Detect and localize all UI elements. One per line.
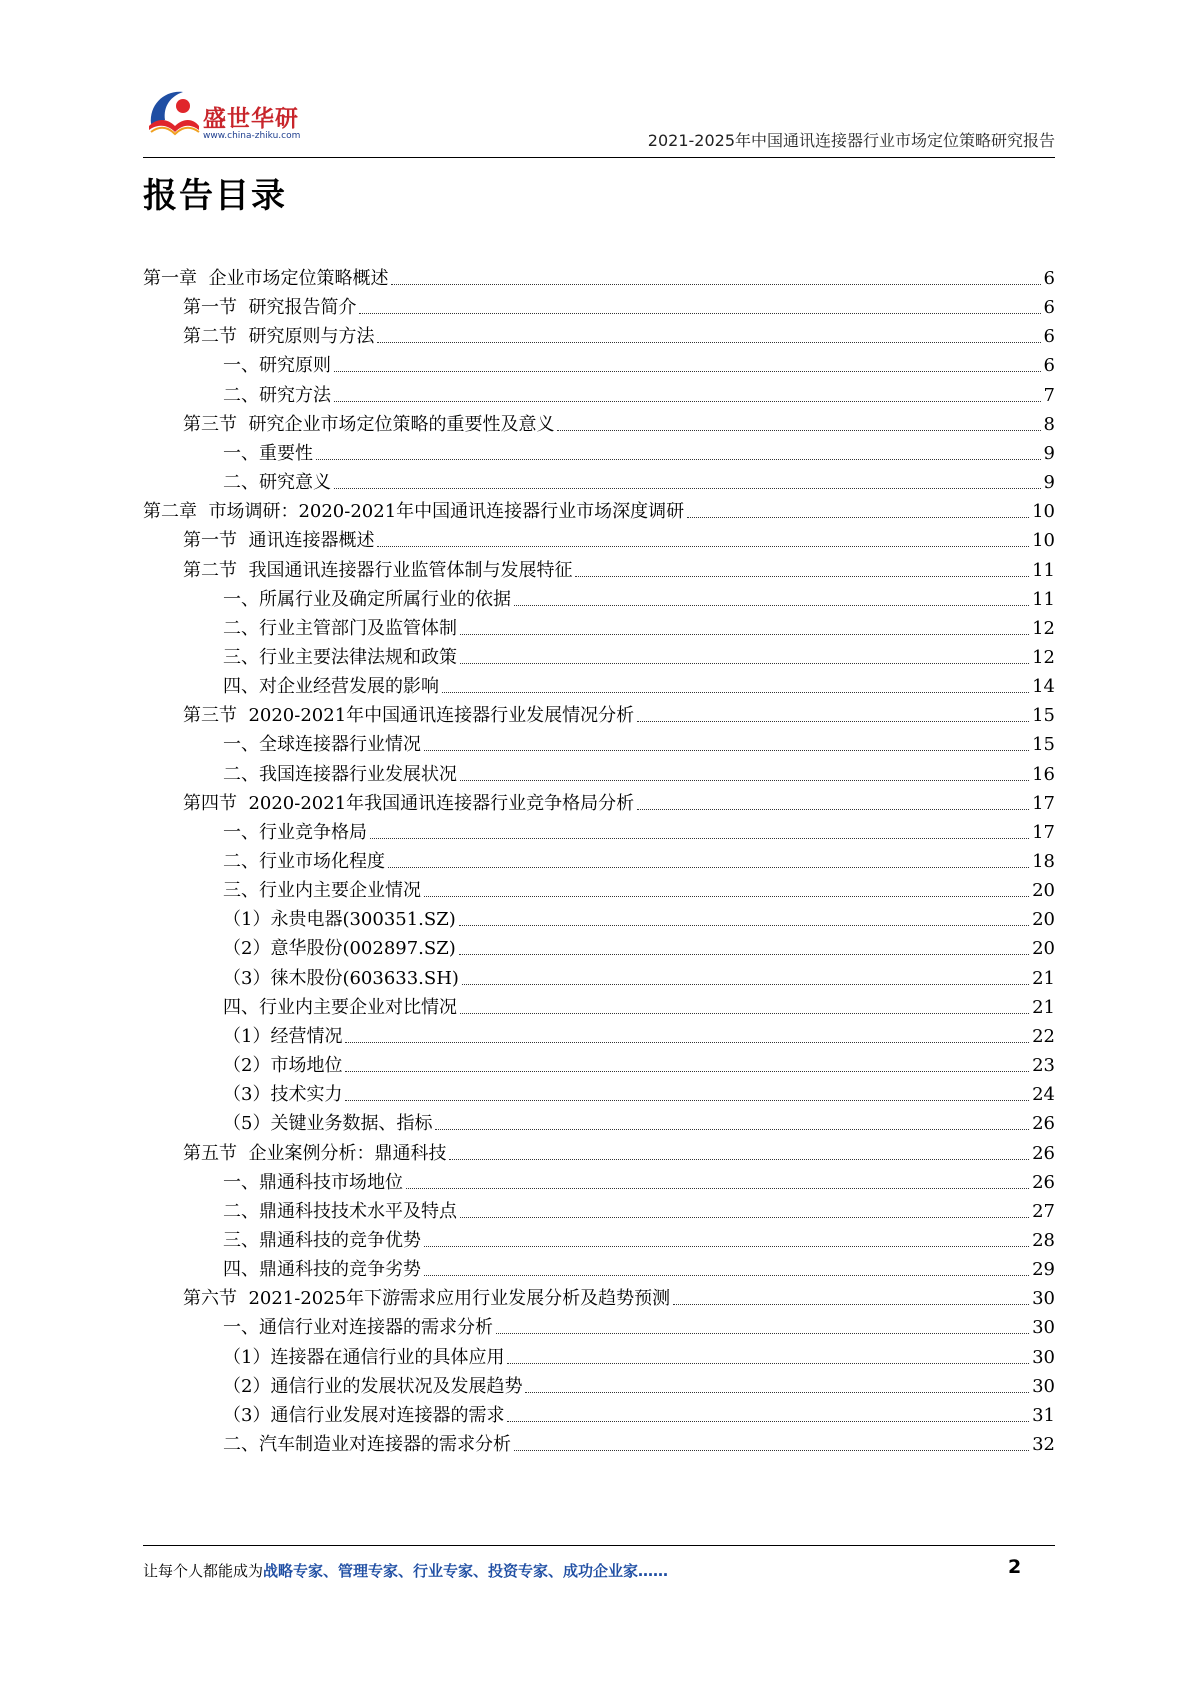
toc-dot-leader <box>460 780 1029 781</box>
toc-entry-page: 24 <box>1032 1084 1055 1106</box>
toc-dot-leader <box>316 459 1041 460</box>
toc-entry[interactable] <box>183 697 1055 727</box>
toc-dot-leader <box>449 1159 1029 1160</box>
toc-entry-page: 6 <box>1043 326 1055 348</box>
toc-entry-title: 第四节 2020-2021年我国通讯连接器行业竞争格局分析 <box>183 792 635 814</box>
toc-entry-title: 第二节 我国通讯连接器行业监管体制与发展特征 <box>183 559 573 581</box>
toc-entry-title: 一、行业竞争格局 <box>223 821 367 843</box>
toc-entry-page: 32 <box>1032 1434 1055 1455</box>
toc-entry[interactable] <box>223 756 1055 786</box>
toc-entry[interactable] <box>223 1397 1055 1427</box>
toc-entry[interactable] <box>223 1222 1055 1252</box>
toc-dot-leader <box>391 284 1040 285</box>
toc-entry-title: 四、行业内主要企业对比情况 <box>223 996 457 1018</box>
toc-entry-page: 29 <box>1032 1259 1055 1281</box>
toc-dot-leader <box>673 1304 1029 1305</box>
toc-entry-page: 17 <box>1032 792 1055 814</box>
toc-entry-title: （1）连接器在通信行业的具体应用 <box>223 1346 505 1368</box>
toc-entry-title: 一、通信行业对连接器的需求分析 <box>223 1317 493 1339</box>
toc-dot-leader <box>557 430 1040 431</box>
toc-entry[interactable] <box>223 1193 1055 1223</box>
toc-entry-page: 6 <box>1043 355 1055 377</box>
toc-dot-leader <box>460 1013 1029 1014</box>
toc-entry-title: 一、重要性 <box>223 442 313 464</box>
toc-dot-leader <box>459 954 1029 955</box>
toc-entry-page: 20 <box>1032 938 1055 960</box>
toc-entry-page: 30 <box>1032 1288 1055 1310</box>
toc-dot-leader <box>496 1333 1029 1334</box>
toc-entry-title: 二、行业主管部门及监管体制 <box>223 617 457 639</box>
toc-entry-page: 14 <box>1032 676 1055 698</box>
toc-entry[interactable] <box>223 1426 1055 1456</box>
toc-dot-leader <box>359 313 1040 314</box>
toc-entry-title: 第二节 研究原则与方法 <box>183 326 375 348</box>
toc-entry[interactable] <box>223 668 1055 698</box>
toc-entry-title: 第三节 研究企业市场定位策略的重要性及意义 <box>183 413 555 435</box>
toc-dot-leader <box>525 1392 1029 1393</box>
page-title: 报告目录 <box>143 176 287 216</box>
toc-entry-page: 23 <box>1032 1055 1055 1077</box>
toc-entry-page: 26 <box>1032 1171 1055 1193</box>
toc-entry[interactable] <box>223 347 1055 377</box>
toc-dot-leader <box>424 750 1029 751</box>
toc-dot-leader <box>334 401 1041 402</box>
toc-entry-page: 10 <box>1032 530 1055 552</box>
toc-entry-page: 30 <box>1032 1346 1055 1368</box>
toc-entry-page: 11 <box>1032 588 1055 610</box>
toc-entry-title: 二、我国连接器行业发展状况 <box>223 763 457 785</box>
toc-dot-leader <box>507 1363 1029 1364</box>
toc-dot-leader <box>388 867 1029 868</box>
toc-entry-page: 20 <box>1032 880 1055 902</box>
toc-entry-page: 18 <box>1032 851 1055 872</box>
toc-entry-title: 四、鼎通科技的竞争劣势 <box>223 1259 421 1281</box>
toc-entry-page: 21 <box>1032 996 1055 1018</box>
toc-entry-title: 二、研究方法 <box>223 384 331 406</box>
toc-entry-title: （5）关键业务数据、指标 <box>223 1113 433 1135</box>
toc-dot-leader <box>507 1421 1029 1422</box>
toc-dot-leader <box>345 1042 1029 1043</box>
toc-entry[interactable] <box>223 639 1055 669</box>
toc-entry-page: 17 <box>1032 821 1055 843</box>
toc-entry[interactable] <box>183 1280 1055 1310</box>
toc-entry-title: （1）永贵电器(300351.SZ) <box>223 909 456 931</box>
toc-entry[interactable] <box>223 989 1055 1019</box>
toc-entry[interactable] <box>223 1309 1055 1339</box>
toc-entry-title: 第三节 2020-2021年中国通讯连接器行业发展情况分析 <box>183 705 635 727</box>
toc-dot-leader <box>687 517 1029 518</box>
toc-entry-page: 10 <box>1032 501 1055 523</box>
toc-entry[interactable] <box>183 406 1055 436</box>
toc-entry-page: 8 <box>1043 413 1055 435</box>
toc-entry-title: 第二章 市场调研：2020-2021年中国通讯连接器行业市场深度调研 <box>143 501 685 523</box>
logo-url: www.china-zhiku.com <box>203 131 301 141</box>
toc-entry[interactable] <box>223 1164 1055 1194</box>
toc-dot-leader <box>424 1275 1029 1276</box>
logo-text: 盛世华研 <box>203 106 299 132</box>
toc-entry-page: 6 <box>1043 297 1055 319</box>
toc-entry-page: 31 <box>1032 1404 1055 1426</box>
toc-entry[interactable] <box>183 1135 1055 1165</box>
footer-divider <box>143 1545 1055 1546</box>
toc-dot-leader <box>377 546 1029 547</box>
header-divider <box>143 157 1055 158</box>
toc-entry[interactable] <box>143 260 1055 290</box>
toc-entry-page: 15 <box>1032 705 1055 727</box>
toc-entry[interactable] <box>143 493 1055 523</box>
toc-dot-leader <box>637 721 1029 722</box>
toc-entry-page: 26 <box>1032 1142 1055 1164</box>
toc-entry-page: 16 <box>1032 763 1055 785</box>
toc-entry-title: 一、研究原则 <box>223 355 331 377</box>
toc-entry-title: 三、行业内主要企业情况 <box>223 880 421 902</box>
toc-entry-title: （2）通信行业的发展状况及发展趋势 <box>223 1375 523 1397</box>
toc-dot-leader <box>514 605 1029 606</box>
toc-entry-page: 7 <box>1043 384 1055 406</box>
page-header <box>143 78 1055 158</box>
toc-dot-leader <box>406 1188 1029 1189</box>
footer-slogan <box>143 1560 668 1581</box>
toc-dot-leader <box>345 1071 1029 1072</box>
toc-entry-page: 12 <box>1032 617 1055 639</box>
toc-entry[interactable] <box>223 1047 1055 1077</box>
toc-entry-title: （3）技术实力 <box>223 1084 343 1106</box>
toc-dot-leader <box>514 1450 1029 1451</box>
toc-entry-title: 二、鼎通科技技术水平及特点 <box>223 1200 457 1222</box>
toc-dot-leader <box>637 809 1029 810</box>
toc-entry-title: 一、全球连接器行业情况 <box>223 734 421 756</box>
toc-entry-title: 二、汽车制造业对连接器的需求分析 <box>223 1434 511 1455</box>
document-title: 2021-2025年中国通讯连接器行业市场定位策略研究报告 <box>647 131 1055 150</box>
toc-entry-title: 第一节 通讯连接器概述 <box>183 530 375 552</box>
toc-entry[interactable] <box>223 901 1055 931</box>
toc-entry-page: 11 <box>1032 559 1055 581</box>
toc-entry[interactable] <box>183 318 1055 348</box>
toc-entry-title: （2）意华股份(002897.SZ) <box>223 938 456 960</box>
toc-entry[interactable] <box>183 289 1055 319</box>
toc-entry[interactable] <box>223 1368 1055 1398</box>
toc-dot-leader <box>460 634 1029 635</box>
toc-dot-leader <box>442 692 1029 693</box>
toc-entry-title: 第一节 研究报告简介 <box>183 297 357 319</box>
toc-entry-title: 三、行业主要法律法规和政策 <box>223 646 457 668</box>
toc-entry-page: 22 <box>1032 1025 1055 1047</box>
toc-dot-leader <box>575 576 1029 577</box>
toc-entry-title: 二、行业市场化程度 <box>223 851 385 872</box>
toc-dot-leader <box>424 896 1029 897</box>
toc-entry-page: 21 <box>1032 967 1055 989</box>
page-number: 2 <box>1008 1556 1022 1578</box>
logo-emblem-icon <box>143 82 203 142</box>
toc-entry-page: 20 <box>1032 909 1055 931</box>
toc-entry[interactable] <box>223 872 1055 902</box>
toc-dot-leader <box>370 838 1029 839</box>
toc-entry-title: 第五节 企业案例分析：鼎通科技 <box>183 1142 447 1164</box>
toc-entry-title: （3）通信行业发展对连接器的需求 <box>223 1404 505 1426</box>
toc-entry[interactable] <box>223 930 1055 960</box>
toc-entry-title: （2）市场地位 <box>223 1055 343 1077</box>
toc-entry-title: 第六节 2021-2025年下游需求应用行业发展分析及趋势预测 <box>183 1288 671 1310</box>
toc-entry-page: 27 <box>1032 1200 1055 1222</box>
toc-entry-page: 15 <box>1032 734 1055 756</box>
toc-entry[interactable] <box>223 726 1055 756</box>
toc-entry-title: （1）经营情况 <box>223 1025 343 1047</box>
toc-dot-leader <box>435 1129 1029 1130</box>
toc-entry-title: （3）徕木股份(603633.SH) <box>223 967 459 989</box>
toc-entry-title: 一、鼎通科技市场地位 <box>223 1171 403 1193</box>
toc-dot-leader <box>377 342 1040 343</box>
toc-dot-leader <box>460 1217 1029 1218</box>
toc-entry[interactable] <box>183 785 1055 815</box>
toc-entry[interactable] <box>223 1076 1055 1106</box>
toc-entry-page: 28 <box>1032 1229 1055 1251</box>
toc-dot-leader <box>424 1246 1029 1247</box>
toc-dot-leader <box>462 984 1029 985</box>
toc-dot-leader <box>345 1100 1029 1101</box>
toc-entry-page: 30 <box>1032 1317 1055 1339</box>
toc-entry[interactable] <box>223 1105 1055 1135</box>
toc-entry[interactable] <box>223 464 1055 494</box>
toc-entry-page: 12 <box>1032 646 1055 668</box>
toc-entry[interactable] <box>183 522 1055 552</box>
toc-entry[interactable] <box>223 1251 1055 1281</box>
toc-dot-leader <box>334 371 1041 372</box>
toc-entry[interactable] <box>223 814 1055 844</box>
toc-entry-title: 三、鼎通科技的竞争优势 <box>223 1229 421 1251</box>
toc-entry-page: 6 <box>1043 268 1055 289</box>
toc-entry[interactable] <box>223 610 1055 640</box>
toc-entry-page: 26 <box>1032 1113 1055 1135</box>
toc-entry-page: 9 <box>1043 472 1055 494</box>
toc-entry-title: 第一章 企业市场定位策略概述 <box>143 268 389 289</box>
toc-entry[interactable] <box>223 581 1055 611</box>
toc-dot-leader <box>459 925 1029 926</box>
toc-entry[interactable] <box>223 377 1055 407</box>
toc-entry[interactable] <box>223 960 1055 990</box>
toc-dot-leader <box>334 488 1041 489</box>
toc-entry-page: 9 <box>1043 442 1055 464</box>
toc-entry[interactable] <box>183 552 1055 582</box>
toc-entry-title: 四、对企业经营发展的影响 <box>223 676 439 698</box>
toc-dot-leader <box>460 663 1029 664</box>
company-logo <box>143 78 313 150</box>
toc-entry-title: 一、所属行业及确定所属行业的依据 <box>223 588 511 610</box>
footer-slogan-prefix: 让每个人都能成为 <box>143 1562 264 1580</box>
footer-slogan-highlight: 战略专家、管理专家、行业专家、投资专家、成功企业家…… <box>263 1562 669 1580</box>
toc-entry-page: 30 <box>1032 1375 1055 1397</box>
toc-entry[interactable] <box>223 843 1055 873</box>
toc-entry-title: 二、研究意义 <box>223 472 331 494</box>
toc-entry[interactable] <box>223 1339 1055 1369</box>
toc-entry[interactable] <box>223 1018 1055 1048</box>
toc-entry[interactable] <box>223 435 1055 465</box>
